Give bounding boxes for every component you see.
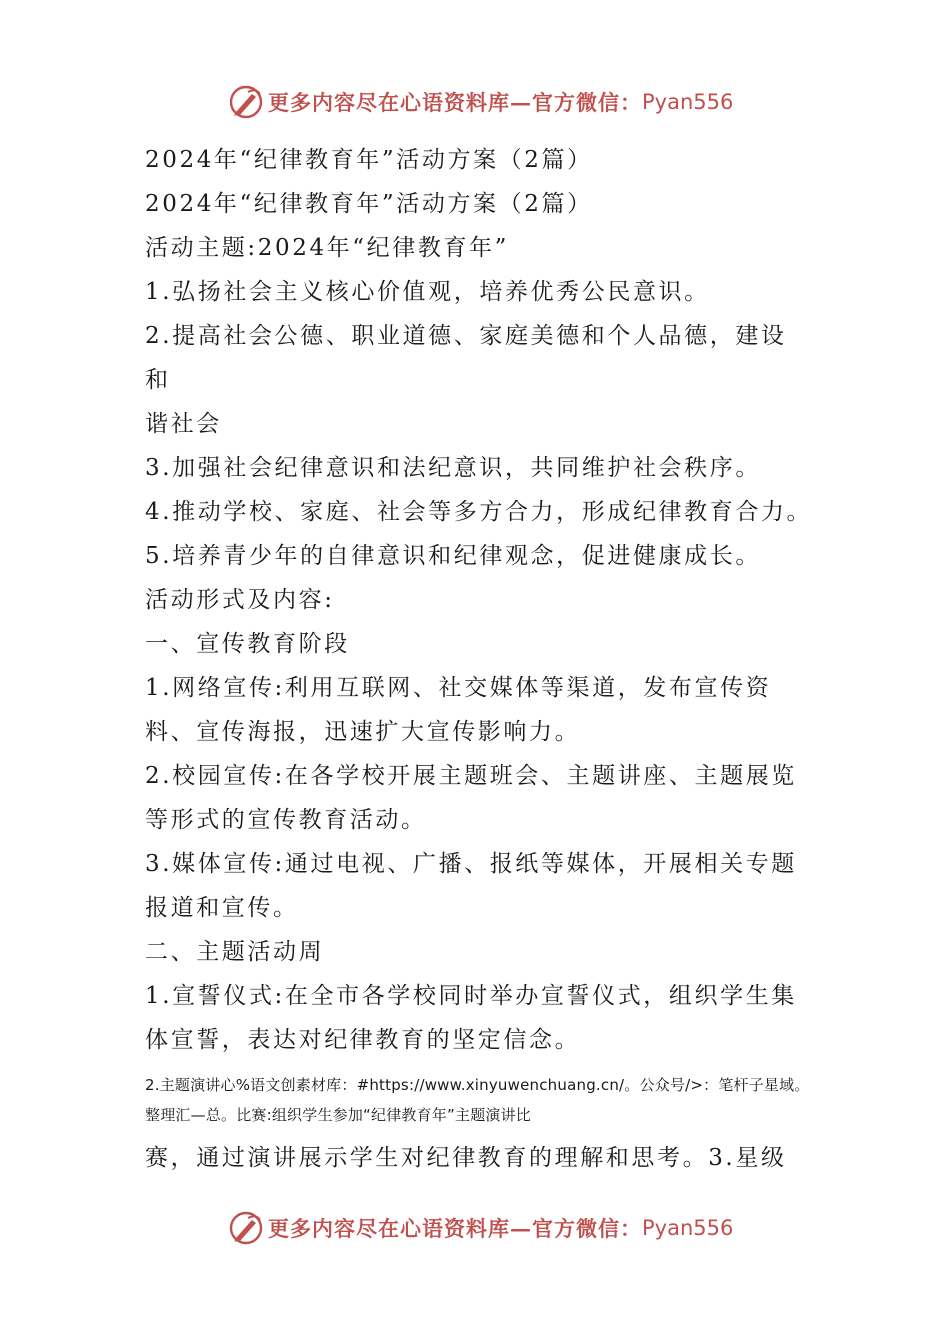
doc-line: 3.加强社会纪律意识和法纪意识，共同维护社会秩序。 bbox=[145, 455, 761, 481]
doc-line: 2.校园宣传:在各学校开展主题班会、主题讲座、主题展览 bbox=[145, 763, 797, 789]
watermark-wechat-id: Pyan556 bbox=[642, 90, 734, 114]
doc-line: 1.网络宣传:利用互联网、社交媒体等渠道，发布宣传资 bbox=[145, 675, 772, 701]
watermark-text: 更多内容尽在心语资料库—官方微信： bbox=[268, 1216, 642, 1241]
watermark-text: 更多内容尽在心语资料库—官方微信： bbox=[268, 90, 642, 115]
watermark-banner-bottom bbox=[228, 1208, 748, 1248]
section-heading: 二、主题活动周 bbox=[145, 939, 325, 965]
doc-title: 2024年“纪律教育年”活动方案（2篇） bbox=[145, 147, 593, 173]
section-heading: 一、宣传教育阶段 bbox=[145, 631, 350, 657]
watermark-banner-top bbox=[228, 82, 748, 122]
pen-circle-logo-icon bbox=[228, 84, 264, 120]
section-heading: 活动形式及内容: bbox=[145, 587, 335, 613]
doc-line: 2.提高社会公德、职业道德、家庭美德和个人品德，建设 bbox=[145, 323, 787, 349]
doc-small-line: 2.主题演讲心%语文创素材库：#https://www.xinyuwenchuang.cn/。公众号/>：笔杆子星域。 bbox=[145, 1076, 810, 1094]
doc-line: 5.培养青少年的自律意识和纪律观念，促进健康成长。 bbox=[145, 543, 761, 569]
doc-line: 体宣誓，表达对纪律教育的坚定信念。 bbox=[145, 1027, 581, 1053]
doc-line: 谐社会 bbox=[145, 411, 222, 437]
watermark-wechat-id: Pyan556 bbox=[642, 1216, 734, 1240]
document-body bbox=[145, 138, 825, 1180]
doc-line: 1.宣誓仪式:在全市各学校同时举办宣誓仪式，组织学生集 bbox=[145, 983, 797, 1009]
activity-theme: 活动主题:2024年“纪律教育年” bbox=[145, 235, 509, 261]
doc-line: 4.推动学校、家庭、社会等多方合力，形成纪律教育合力。 bbox=[145, 499, 813, 525]
doc-line: 等形式的宣传教育活动。 bbox=[145, 807, 427, 833]
doc-small-line: 整理汇—总。比赛:组织学生参加“纪律教育年”主题演讲比 bbox=[145, 1106, 531, 1124]
doc-line: 1.弘扬社会主义核心价值观，培养优秀公民意识。 bbox=[145, 279, 710, 305]
pen-circle-logo-icon bbox=[228, 1210, 264, 1246]
doc-line: 报道和宣传。 bbox=[145, 895, 299, 921]
doc-line: 和 bbox=[145, 367, 171, 393]
doc-line: 赛，通过演讲展示学生对纪律教育的理解和思考。3.星级 bbox=[145, 1145, 787, 1171]
doc-line: 3.媒体宣传:通过电视、广播、报纸等媒体，开展相关专题 bbox=[145, 851, 797, 877]
doc-title-repeat: 2024年“纪律教育年”活动方案（2篇） bbox=[145, 191, 593, 217]
doc-line: 料、宣传海报，迅速扩大宣传影响力。 bbox=[145, 719, 581, 745]
